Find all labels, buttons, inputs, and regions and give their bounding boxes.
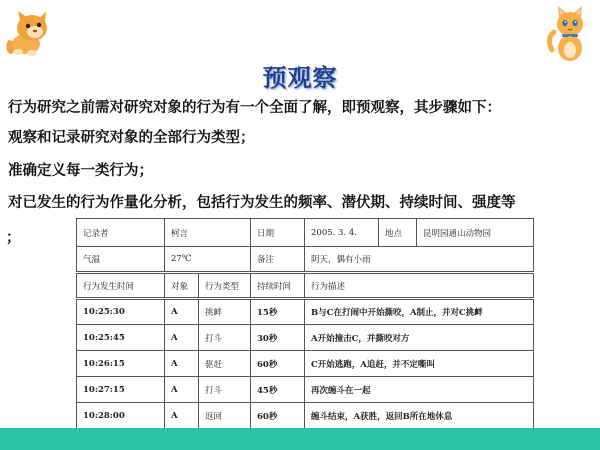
step-2-text: 准确定义每一类行为； xyxy=(8,163,153,179)
cell-description: B与C在打闹中开始撕咬，A制止，并对C挑衅 xyxy=(305,299,534,325)
col-header-description: 行为描述 xyxy=(305,273,534,299)
step-3-text-continuation: ； xyxy=(6,230,21,246)
remarks-value: 阴天，偶有小雨 xyxy=(305,247,534,273)
col-header-duration: 持续时间 xyxy=(251,273,305,299)
cartoon-cat-left-icon xyxy=(2,10,54,58)
table-row xyxy=(77,299,534,325)
cell-behavior-type: 返回 xyxy=(199,403,251,429)
cell-behavior-type: 打斗 xyxy=(199,325,251,351)
cartoon-cat-right-icon xyxy=(546,4,592,64)
col-header-time: 行为发生时间 xyxy=(77,273,165,299)
cell-duration: 60秒 xyxy=(251,351,305,377)
table-row xyxy=(77,325,534,351)
cell-behavior-type: 驱赶 xyxy=(199,351,251,377)
table-row xyxy=(77,351,534,377)
table-row xyxy=(77,377,534,403)
cell-time: 10:26:15 xyxy=(77,351,165,377)
location-label: 地点 xyxy=(379,219,417,247)
cell-duration: 15秒 xyxy=(251,299,305,325)
bottom-accent-bar xyxy=(0,428,600,450)
cell-time: 10:25:30 xyxy=(77,299,165,325)
cell-duration: 60秒 xyxy=(251,403,305,429)
cell-description: 再次缠斗在一起 xyxy=(305,377,534,403)
date-value: 2005. 3. 4. xyxy=(305,219,379,247)
cell-subject: A xyxy=(165,377,199,403)
remarks-label: 备注 xyxy=(251,247,305,273)
table-header-row xyxy=(77,273,534,299)
table-row xyxy=(77,403,534,429)
recorder-label: 记录者 xyxy=(77,219,165,247)
intro-paragraph: 行为研究之前需对研究对象的行为有一个全面了解，即预观察，其步骤如下： xyxy=(8,100,501,116)
table-row-weather xyxy=(77,247,534,273)
step-1-text: 观察和记录研究对象的全部行为类型； xyxy=(8,130,255,146)
cell-subject: A xyxy=(165,299,199,325)
location-value: 昆明园通山动物园 xyxy=(417,219,534,247)
cell-description: C开始逃跑，A追赶，并不定嘶叫 xyxy=(305,351,534,377)
step-3-text: 对已发生的行为作量化分析，包括行为发生的频率、潜伏期、持续时间、强度等 xyxy=(8,195,516,211)
observation-record-table xyxy=(76,218,534,429)
cell-description: A开始撞击C，并撕咬对方 xyxy=(305,325,534,351)
cell-description: 缠斗结束，A获胜，返回B所在地休息 xyxy=(305,403,534,429)
cell-duration: 30秒 xyxy=(251,325,305,351)
table-row-meta xyxy=(77,219,534,247)
col-header-behavior-type: 行为类型 xyxy=(199,273,251,299)
page-title: 预观察 xyxy=(262,63,338,92)
cell-behavior-type: 打斗 xyxy=(199,377,251,403)
cell-time: 10:28:00 xyxy=(77,403,165,429)
cell-duration: 45秒 xyxy=(251,377,305,403)
temperature-label: 气温 xyxy=(77,247,165,273)
cell-subject: A xyxy=(165,403,199,429)
cell-subject: A xyxy=(165,351,199,377)
cell-time: 10:25:45 xyxy=(77,325,165,351)
cell-subject: A xyxy=(165,325,199,351)
recorder-value: 柯言 xyxy=(165,219,251,247)
cell-behavior-type: 挑衅 xyxy=(199,299,251,325)
date-label: 日期 xyxy=(251,219,305,247)
cell-time: 10:27:15 xyxy=(77,377,165,403)
col-header-subject: 对象 xyxy=(165,273,199,299)
temperature-value: 27℃ xyxy=(165,247,251,273)
